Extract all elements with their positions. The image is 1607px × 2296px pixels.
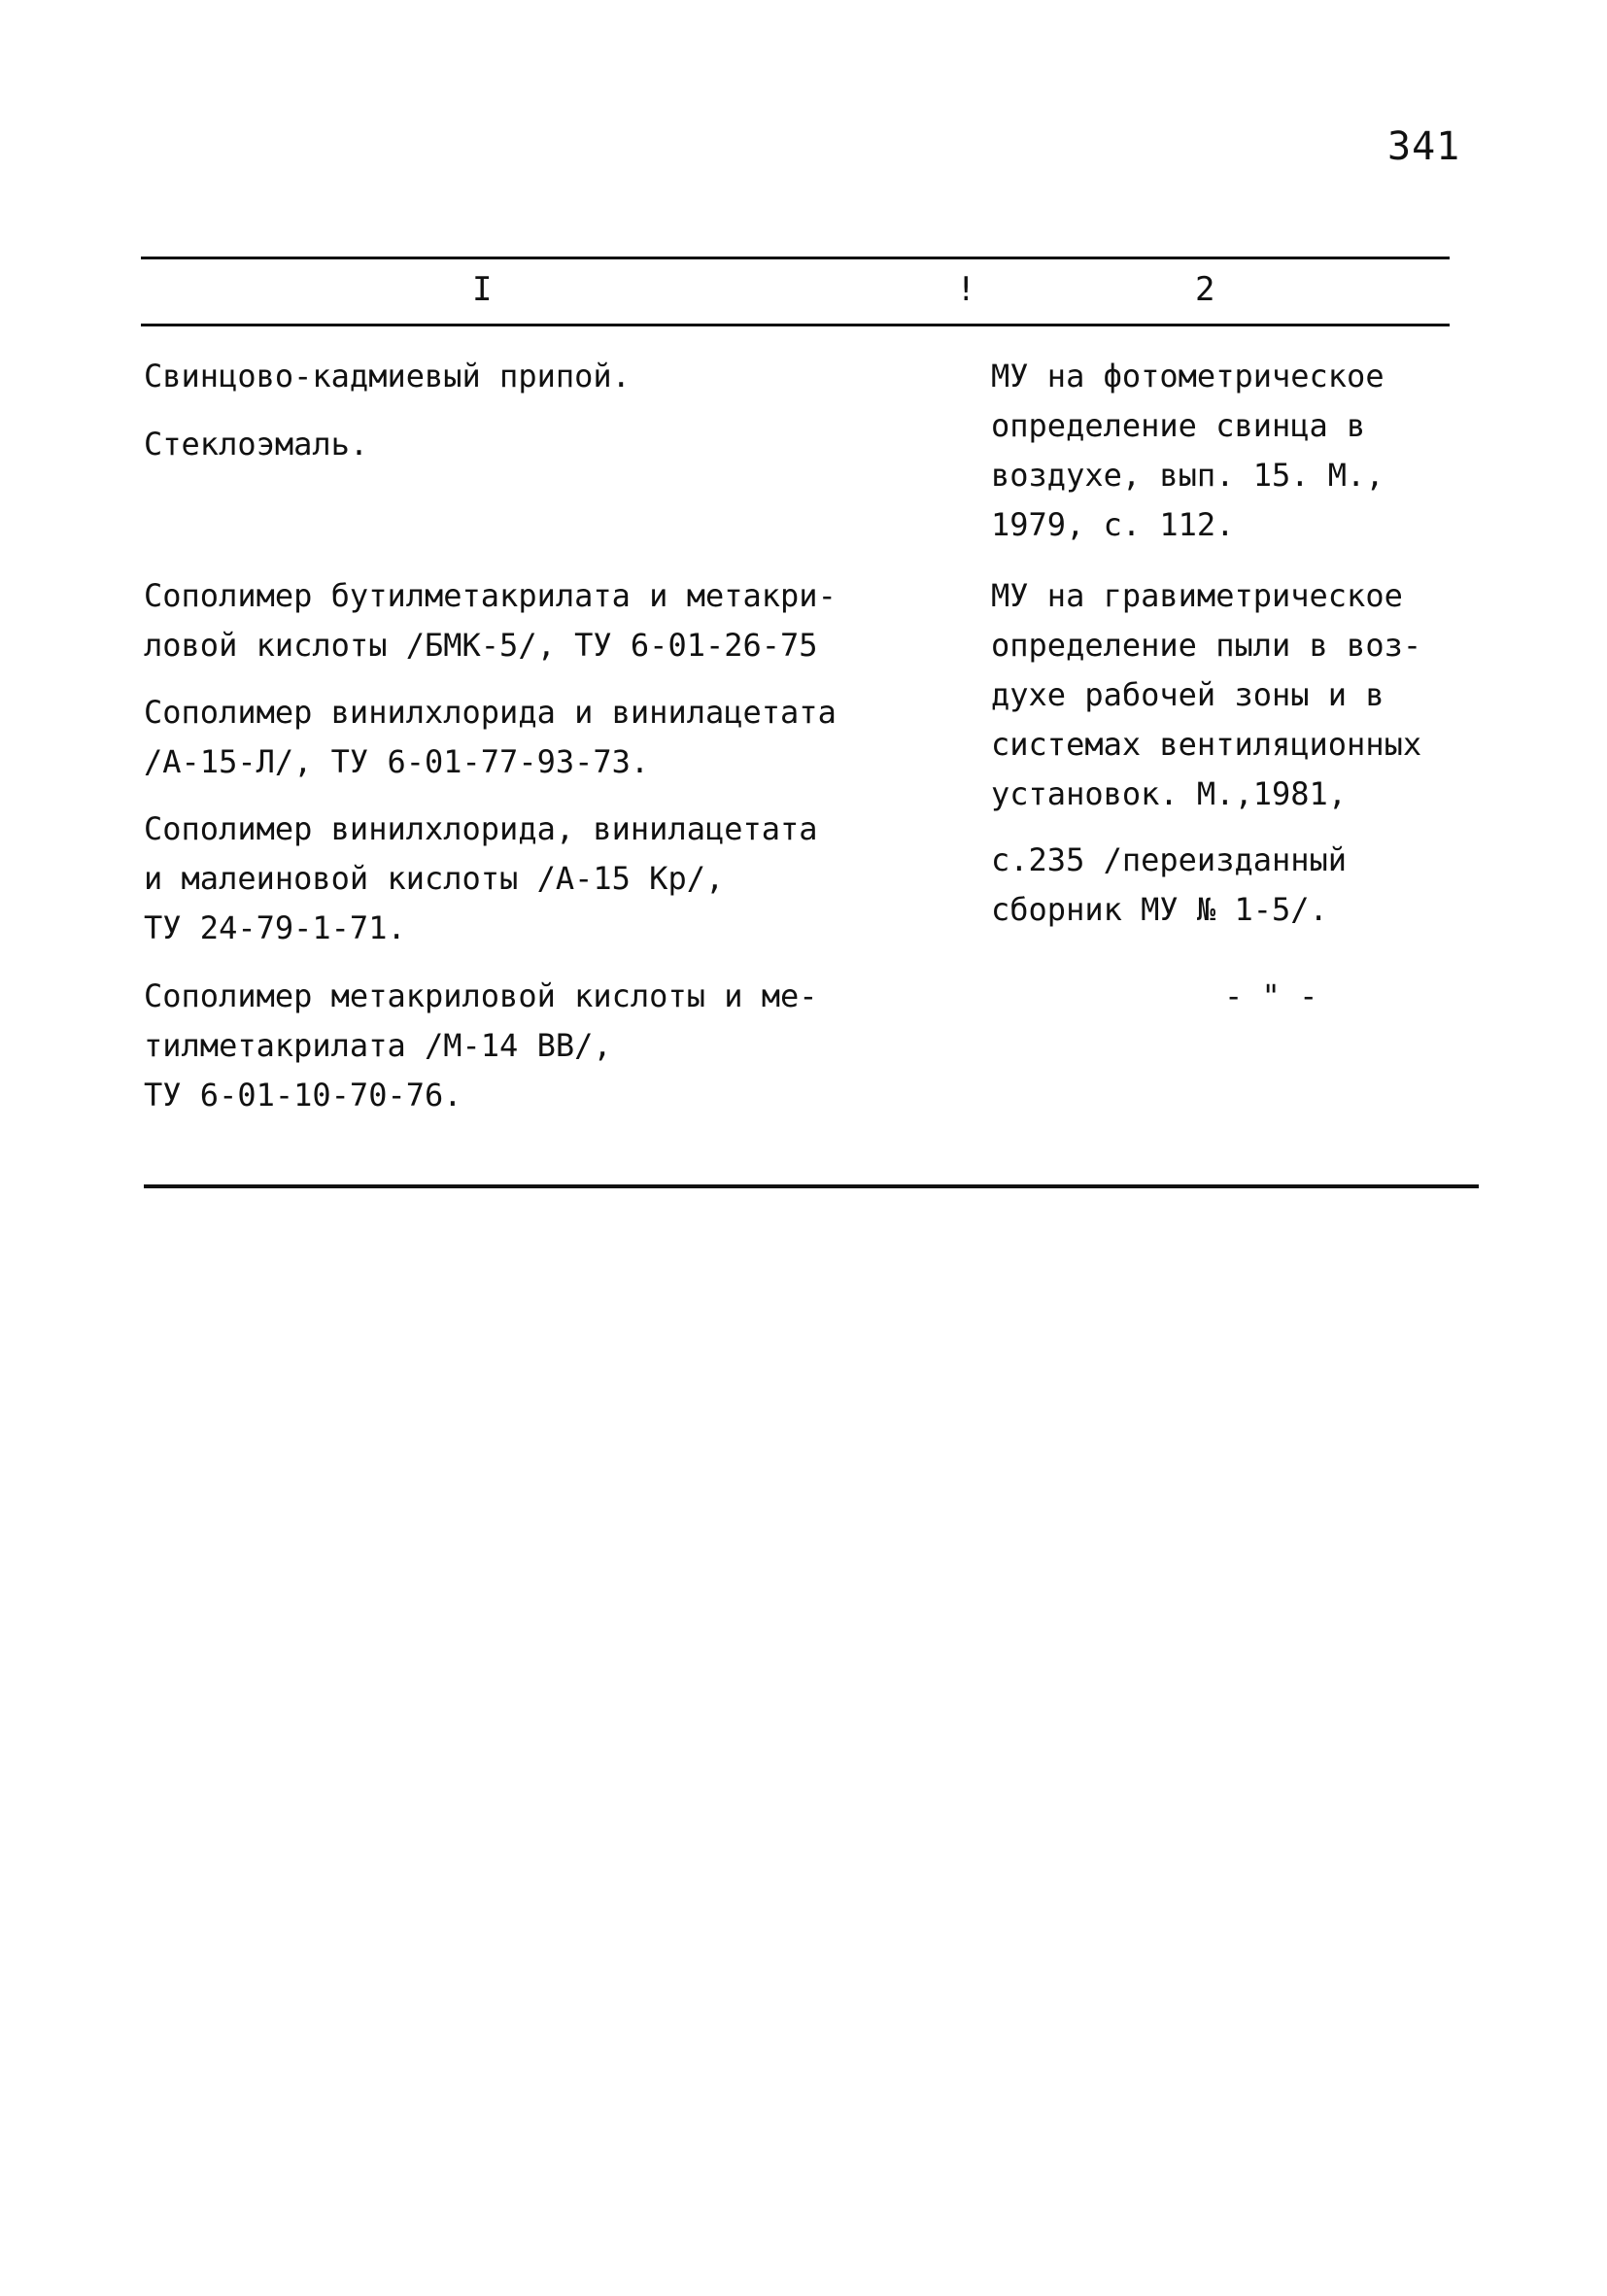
entry-line: системах вентиляционных: [991, 726, 1422, 763]
entry-line: ловой кислоты /БМК-5/, ТУ 6-01-26-75: [144, 627, 818, 664]
entry-line: установок. М.,1981,: [991, 775, 1348, 812]
column-separator: !: [956, 270, 976, 309]
material-entry: [144, 352, 631, 401]
entry-line: ТУ 24-79-1-71.: [144, 909, 406, 946]
column-header-1: I: [472, 270, 493, 309]
material-entry: [144, 420, 368, 469]
material-entry: [144, 571, 837, 670]
material-entry: [144, 688, 837, 787]
table-top-rule: [141, 257, 1450, 259]
entry-line: Стеклоэмаль.: [144, 426, 369, 463]
entry-line: - " -: [1224, 977, 1318, 1014]
entry-line: МУ на гравиметрическое: [991, 577, 1403, 614]
method-entry: [991, 352, 1385, 550]
entry-line: с.235 /переизданный: [991, 841, 1348, 878]
method-entry: [991, 571, 1421, 819]
entry-line: МУ на фотометрическое: [991, 358, 1385, 394]
entry-line: Сополимер винилхлорида и винилацетата: [144, 694, 837, 731]
entry-line: тилметакрилата /М-14 ВВ/,: [144, 1027, 612, 1064]
entry-line: и малеиновой кислоты /А-15 Кр/,: [144, 860, 725, 897]
entry-line: ТУ 6-01-10-70-76.: [144, 1077, 462, 1114]
ditto-mark: [1224, 972, 1317, 1021]
entry-line: Сополимер винилхлорида, винилацетата: [144, 810, 818, 847]
entry-line: 1979, с. 112.: [991, 506, 1235, 543]
table-header-rule: [141, 324, 1450, 326]
column-header-2: 2: [1195, 270, 1215, 309]
entry-line: Сополимер бутилметакрилата и метакри-: [144, 577, 837, 614]
entry-line: Свинцово-кадмиевый припой.: [144, 358, 631, 394]
table-bottom-rule: [144, 1184, 1479, 1188]
entry-line: /А-15-Л/, ТУ 6-01-77-93-73.: [144, 743, 650, 780]
entry-line: определение свинца в: [991, 407, 1366, 444]
entry-line: определение пыли в воз-: [991, 627, 1422, 664]
entry-line: Сополимер метакриловой кислоты и ме-: [144, 977, 818, 1014]
method-entry: [991, 836, 1347, 935]
entry-line: духе рабочей зоны и в: [991, 676, 1385, 713]
material-entry: [144, 972, 818, 1120]
entry-line: воздухе, вып. 15. М.,: [991, 457, 1385, 494]
entry-line: сборник МУ № 1-5/.: [991, 891, 1328, 928]
material-entry: [144, 805, 818, 953]
page-number: 341: [1387, 124, 1461, 169]
